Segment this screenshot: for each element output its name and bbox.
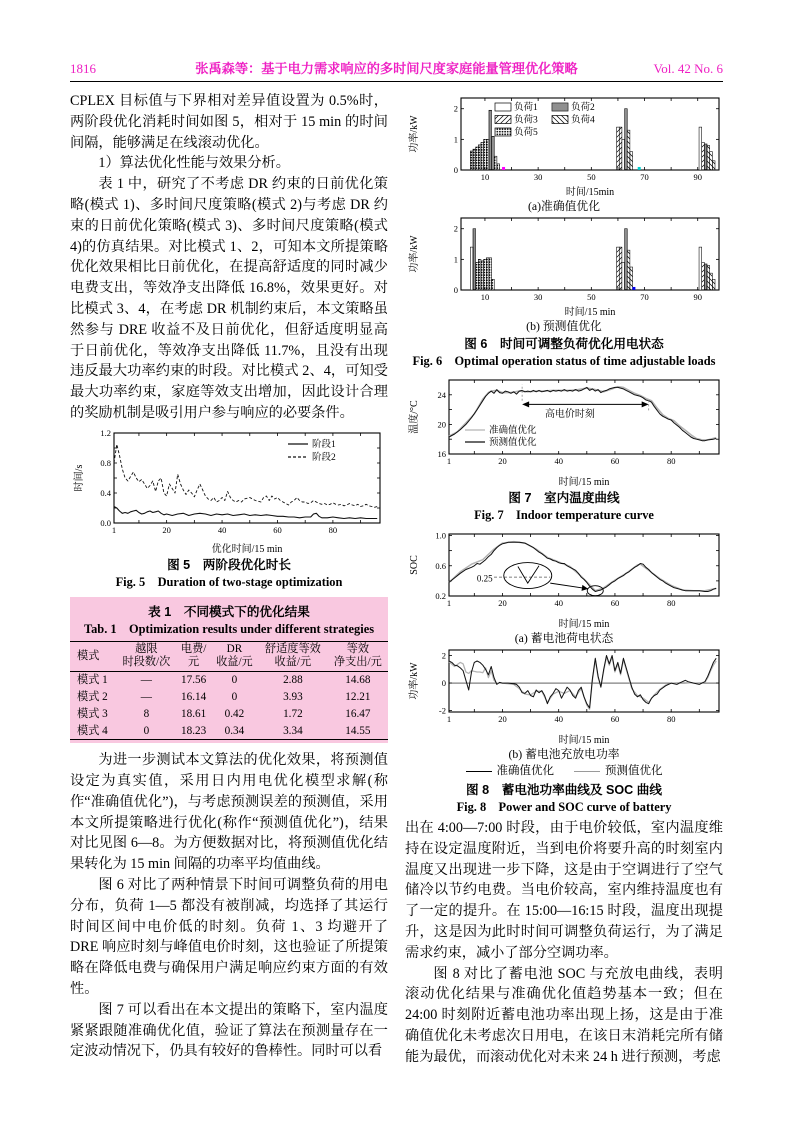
table-cell: 0 xyxy=(231,690,238,703)
table-row xyxy=(70,671,388,688)
figure6b-subcaption: (b) 预测值优化 xyxy=(526,319,602,333)
svg-text:温度/°C: 温度/°C xyxy=(409,400,420,434)
table-cell: 0.42 xyxy=(224,707,245,720)
svg-text:0.0: 0.0 xyxy=(100,517,111,528)
table1-header-cell: DR 收益/元 xyxy=(211,641,258,671)
svg-text:70: 70 xyxy=(640,172,649,182)
table1-header-cell: 越限 时段数/次 xyxy=(116,641,176,671)
svg-text:30: 30 xyxy=(533,292,543,302)
paragraph: 1）算法优化性能与效果分析。 xyxy=(98,155,290,172)
svg-text:80: 80 xyxy=(666,456,676,466)
svg-text:40: 40 xyxy=(554,456,563,466)
table-cell: — xyxy=(140,690,152,703)
svg-text:1: 1 xyxy=(111,524,117,535)
svg-text:1: 1 xyxy=(446,714,452,724)
svg-text:0.6: 0.6 xyxy=(435,560,446,571)
two-column-layout xyxy=(70,91,723,1068)
svg-text:20: 20 xyxy=(498,598,507,608)
svg-text:准确值优化: 准确值优化 xyxy=(489,426,537,436)
figure6b-predicted-load-bar-chart xyxy=(405,214,723,318)
svg-text:1: 1 xyxy=(453,134,458,145)
svg-text:2: 2 xyxy=(453,103,458,114)
paragraph: 表 1 中，研究了不考虑 DR 约束的日前优化策略(模式 1)、多时间尺度策略(模式 2)与考虑 DR 约束的日前优化策略(模式 3)、多时间尺度策略(模式 4)的仿真结果。对比模式 1、2，可知本文所提策略优化效果相比日前优化，在提高舒适度的同时减少电费支出，等效净支出降低 16.8%，效果更好。对比模式 3、4，在考虑 DR 机制约束后，本文策略虽然参与 DRE 收益不及日前优化，但舒适度明显高于日前优化，等效净支出降低 11.7%，且没有出现违反最大功率约束的时段。对比模式 2、4，可知受最大功率约束，家庭等效支出增加，因此设计合理的奖励机制是吸引用户参与响应的必要条件。 xyxy=(70,176,388,421)
paragraph: 图 8 对比了蓄电池 SOC 与充放电曲线，表明滚动优化结果与准确优化值趋势基本一致；但在 24:00 时刻附近蓄电池功率出现上扬，这是由于准确值优化未考虑次日用电，在该日末消耗完所有储能为最优，而滚动优化对未来 24 h 进行预测，考虑 xyxy=(405,965,723,1065)
left-column xyxy=(70,91,388,1068)
svg-text:20: 20 xyxy=(498,456,507,466)
table-cell: 0 xyxy=(231,673,238,686)
paragraph: CPLEX 目标值与下界相对差异值设置为 0.5%时，两阶段优化消耗时间如图 5，相对于 15 min 的时间间隔，能够满足在线滚动优化。 xyxy=(70,93,388,151)
figure6a-accurate-load-bar-chart xyxy=(405,94,723,198)
table-cell: 模式 3 xyxy=(77,707,108,720)
table1-grid xyxy=(70,641,388,741)
table-row xyxy=(70,689,388,706)
table-row xyxy=(70,722,388,739)
figure7-caption-zh: 图 7 室内温度曲线 xyxy=(508,491,620,505)
svg-text:时间/15 min: 时间/15 min xyxy=(558,619,610,630)
table-1 xyxy=(70,597,388,744)
table-row xyxy=(70,706,388,723)
svg-text:时间/15min: 时间/15min xyxy=(565,187,615,198)
table-cell: 1.72 xyxy=(283,707,303,720)
figure5-caption-en: Fig. 5 Duration of two-stage optimization xyxy=(115,574,343,589)
table1-title-en: Tab. 1 Optimization results under different strategies xyxy=(83,621,375,636)
svg-text:50: 50 xyxy=(587,292,596,302)
volume-issue: Vol. 42 No. 6 xyxy=(653,61,723,76)
svg-text:功率/kW: 功率/kW xyxy=(409,115,420,153)
svg-text:90: 90 xyxy=(693,292,702,302)
right-column xyxy=(405,91,723,1068)
legend-item: 预测值优化 xyxy=(574,762,663,780)
paragraph: 图 6 对比了两种情景下时间可调整负荷的用电分布，负荷 1—5 都没有被削减，均选择了其运行时间区间中电价低的时刻。负荷 1、3 均避开了 DRE 响应时刻与峰值电价时刻，这也验证了所提策略在降低电费与确保用户满足响应约束方面的有效性。 xyxy=(70,877,388,998)
svg-text:1: 1 xyxy=(446,456,452,466)
svg-text:SOC: SOC xyxy=(409,555,420,575)
figure6-caption-en: Fig. 6 Optimal operation status of time adjustable loads xyxy=(412,354,716,368)
table-cell: 16.14 xyxy=(181,690,207,703)
figure-7 xyxy=(405,376,723,524)
svg-text:50: 50 xyxy=(587,172,596,182)
table-cell: 16.47 xyxy=(345,707,371,720)
svg-text:功率/kW: 功率/kW xyxy=(409,235,420,273)
figure-5 xyxy=(70,427,388,591)
table1-header-cell: 电费/ 元 xyxy=(177,641,211,671)
svg-text:1.0: 1.0 xyxy=(435,530,446,541)
svg-text:0.25: 0.25 xyxy=(476,573,493,584)
svg-text:优化时间/15 min: 优化时间/15 min xyxy=(211,543,283,555)
svg-text:90: 90 xyxy=(693,172,702,182)
svg-text:80: 80 xyxy=(666,714,676,724)
figure8-caption-en: Fig. 8 Power and SOC curve of battery xyxy=(456,800,672,814)
svg-text:时间/15 min: 时间/15 min xyxy=(558,735,610,746)
figure-6 xyxy=(405,94,723,370)
table1-title-zh: 表 1 不同模式下的优化结果 xyxy=(148,604,310,619)
figure8-legend xyxy=(405,762,723,780)
page-header xyxy=(70,58,723,77)
table-cell: 14.55 xyxy=(345,724,371,737)
table-cell: 12.21 xyxy=(345,690,371,703)
svg-text:时间/15 min: 时间/15 min xyxy=(564,307,616,318)
legend-line-sample xyxy=(574,771,600,772)
paragraph: 出在 4:00—7:00 时段，由于电价较低，室内温度维持在设定温度附近，当到电价将要升高的时刻室内温度又出现进一步下降，这是由于空调进行了空气储冷以节约电费。当电价较高，室内维持温度也有了一定的提升。在 15:00—16:15 时段，温度出现提升，这是因为此时时间可调整负荷运行，为了满足需求约束，减小了部分空调功率。 xyxy=(405,820,723,961)
page-number: 1816 xyxy=(70,61,96,76)
figure7-indoor-temperature-chart xyxy=(405,376,723,488)
figure8a-battery-soc-chart xyxy=(405,530,723,630)
svg-text:1.2: 1.2 xyxy=(100,427,111,438)
svg-text:20: 20 xyxy=(437,419,446,430)
svg-text:1: 1 xyxy=(446,598,452,608)
svg-text:0.2: 0.2 xyxy=(435,591,446,601)
table-cell: 模式 1 xyxy=(77,673,108,686)
table-cell: 18.61 xyxy=(181,707,207,720)
figure6-caption-zh: 图 6 时间可调整负荷优化用电状态 xyxy=(464,337,664,351)
svg-text:时间/15 min: 时间/15 min xyxy=(558,477,610,488)
header-rule xyxy=(70,81,723,82)
svg-text:80: 80 xyxy=(328,524,338,535)
figure8b-subcaption: (b) 蓄电池充放电功率 xyxy=(508,747,620,761)
figure5-two-stage-duration-chart xyxy=(70,427,388,555)
figure6a-subcaption: (a)准确值优化 xyxy=(527,199,601,213)
svg-text:0: 0 xyxy=(441,678,446,689)
svg-text:60: 60 xyxy=(610,456,620,466)
svg-text:0: 0 xyxy=(453,165,458,175)
figure7-caption-en: Fig. 7 Indoor temperature curve xyxy=(474,508,654,522)
figure-8 xyxy=(405,530,723,816)
svg-text:10: 10 xyxy=(480,292,490,302)
svg-text:16: 16 xyxy=(437,449,446,459)
svg-text:40: 40 xyxy=(554,598,563,608)
svg-text:负荷3: 负荷3 xyxy=(514,115,538,126)
svg-text:阶段1: 阶段1 xyxy=(312,439,336,450)
svg-text:功率/kW: 功率/kW xyxy=(409,662,420,700)
table-cell: 0.34 xyxy=(224,724,245,737)
figure5-caption-zh: 图 5 两阶段优化时长 xyxy=(167,557,291,572)
svg-text:预测值优化: 预测值优化 xyxy=(489,438,537,448)
table-cell: 3.34 xyxy=(283,724,303,737)
table-cell: 18.23 xyxy=(181,724,207,737)
table-cell: 2.88 xyxy=(283,673,303,686)
svg-text:60: 60 xyxy=(610,714,620,724)
svg-text:0: 0 xyxy=(453,285,458,295)
svg-text:70: 70 xyxy=(640,292,649,302)
table-cell: 模式 2 xyxy=(77,690,108,703)
svg-text:负荷2: 负荷2 xyxy=(571,103,595,113)
svg-text:20: 20 xyxy=(498,714,507,724)
running-title: 张禹森等：基于电力需求响应的多时间尺度家庭能量管理优化策略 xyxy=(195,61,578,76)
table-cell: 17.56 xyxy=(181,673,207,686)
legend-line-sample xyxy=(466,771,492,772)
figure8-caption-zh: 图 8 蓄电池功率曲线及 SOC 曲线 xyxy=(466,783,662,797)
svg-text:高电价时刻: 高电价时刻 xyxy=(544,409,595,421)
svg-text:1: 1 xyxy=(453,254,458,265)
table1-header-cell: 模式 xyxy=(70,641,116,671)
svg-text:80: 80 xyxy=(666,598,676,608)
svg-text:60: 60 xyxy=(273,524,282,535)
svg-text:2: 2 xyxy=(441,650,446,661)
figure8a-subcaption: (a) 蓄电池荷电状态 xyxy=(514,631,614,645)
table-cell: 3.93 xyxy=(283,690,303,703)
table1-header-cell: 舒适度等效 收益/元 xyxy=(258,641,328,671)
svg-text:-2: -2 xyxy=(438,705,446,716)
svg-text:阶段2: 阶段2 xyxy=(312,452,336,463)
svg-text:40: 40 xyxy=(554,714,563,724)
svg-text:0.8: 0.8 xyxy=(100,457,111,468)
svg-text:2: 2 xyxy=(453,223,458,234)
svg-text:10: 10 xyxy=(480,172,490,182)
table-cell: 14.68 xyxy=(345,673,371,686)
legend-item: 准确值优化 xyxy=(466,762,555,780)
paragraph: 图 7 可以看出在本文提出的策略下，室内温度紧紧跟随准确优化值，验证了算法在预测量存在一定波动情况下，仍具有较好的鲁棒性。同时可以看 xyxy=(70,1001,388,1060)
svg-text:30: 30 xyxy=(533,172,543,182)
svg-text:0.4: 0.4 xyxy=(100,487,111,498)
figure8b-battery-power-chart xyxy=(405,646,723,746)
table-cell: 模式 4 xyxy=(77,724,108,737)
svg-text:时间/s: 时间/s xyxy=(74,464,85,492)
table-cell: 0 xyxy=(143,724,150,737)
svg-text:20: 20 xyxy=(162,524,171,535)
svg-text:60: 60 xyxy=(610,598,620,608)
paragraph: 为进一步测试本文算法的优化效果，将预测值设定为真实值，采用日内用电优化模型求解(称作“准确值优化”)，与考虑预测误差的预测值，采用本文所提策略进行优化(称作“预测值优化”)，结果对比见图 6—8。为方便数据对比，将预测值优化结果转化为 15 min 间隔的功率平均值曲线。 xyxy=(70,752,388,873)
table-cell: — xyxy=(140,673,152,686)
svg-text:40: 40 xyxy=(217,524,227,535)
svg-text:负荷1: 负荷1 xyxy=(514,103,538,113)
svg-text:24: 24 xyxy=(437,389,446,400)
table-cell: 8 xyxy=(143,707,150,720)
svg-text:负荷4: 负荷4 xyxy=(571,115,595,126)
svg-text:负荷5: 负荷5 xyxy=(514,128,538,138)
table1-header-cell: 等效 净支出/元 xyxy=(328,641,388,671)
